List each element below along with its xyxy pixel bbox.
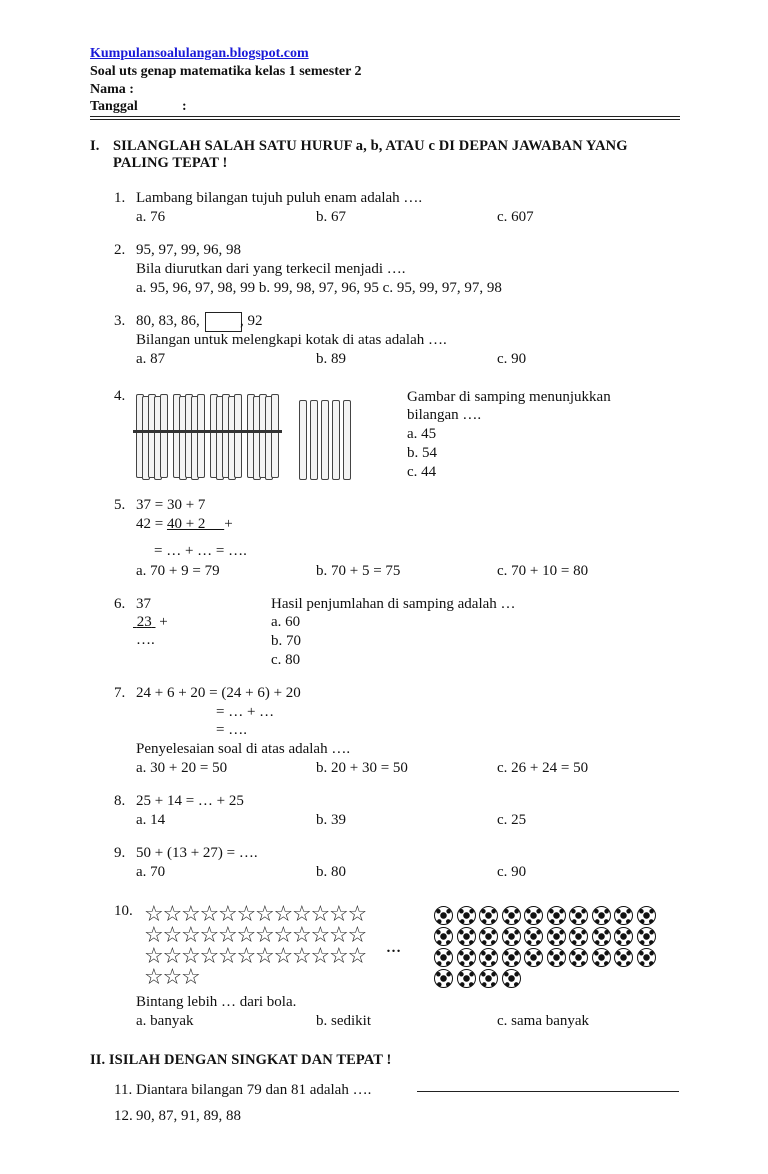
soccer-ball-icon — [502, 948, 521, 967]
q3-option-a[interactable]: a. 87 — [136, 351, 166, 367]
star-icon: ☆ — [199, 902, 220, 927]
q6-bottom-row — [133, 614, 168, 631]
q5-line2 — [136, 516, 233, 533]
q1-text: Lambang bilangan tujuh puluh enam adalah …. — [136, 190, 423, 206]
star-icon: ☆ — [292, 944, 312, 969]
q5-line2-underlined: 40 + 2 — [166, 516, 225, 532]
stick-bundle — [173, 392, 207, 480]
soccer-ball-icon — [637, 906, 656, 925]
q8-number: 8. — [114, 793, 126, 809]
q4-number: 4. — [114, 388, 126, 404]
bundle-stick — [197, 394, 205, 478]
star-icon: ☆ — [162, 923, 183, 948]
section2-title: II. ISILAH DENGAN SINGKAT DAN TEPAT ! — [90, 1052, 392, 1068]
header-rule-bottom — [90, 119, 680, 120]
stick-bundle — [136, 392, 170, 480]
q10-ellipsis: … — [386, 940, 401, 956]
bundle-stick — [234, 394, 242, 478]
soccer-ball-icon — [502, 906, 521, 925]
star-icon: ☆ — [218, 944, 238, 969]
stick-bundle — [210, 392, 244, 480]
q7-number: 7. — [114, 685, 126, 701]
q12-number: 12. — [114, 1108, 133, 1124]
star-icon: ☆ — [310, 944, 331, 969]
star-icon: ☆ — [273, 902, 294, 927]
q10-option-a[interactable]: a. banyak — [136, 1013, 194, 1029]
star-icon: ☆ — [144, 902, 164, 927]
soccer-ball-icon — [524, 948, 543, 967]
star-icon: ☆ — [292, 923, 312, 948]
star-icon: ☆ — [181, 923, 201, 948]
section1-number: I. — [90, 138, 100, 154]
star-icon: ☆ — [181, 902, 201, 927]
soccer-ball-icon — [592, 906, 611, 925]
q5-line3: = … + … = …. — [154, 543, 247, 559]
star-icon: ☆ — [347, 902, 368, 927]
soccer-ball-icon — [479, 906, 498, 925]
q6-option-a[interactable]: a. 60 — [271, 614, 301, 630]
soccer-ball-icon — [457, 969, 476, 988]
soccer-ball-icon — [479, 927, 498, 946]
q1-option-c[interactable]: c. 607 — [497, 209, 534, 225]
loose-stick — [299, 400, 307, 480]
q4-option-a[interactable]: a. 45 — [407, 426, 437, 442]
bundle-tie — [244, 430, 282, 433]
star-icon: ☆ — [162, 902, 183, 927]
star-icon: ☆ — [255, 923, 275, 948]
star-icon: ☆ — [162, 965, 183, 990]
q7-text: Penyelesaian soal di atas adalah …. — [136, 741, 351, 757]
star-icon: ☆ — [273, 923, 294, 948]
q11-answer-line[interactable] — [417, 1091, 679, 1092]
soccer-ball-icon — [524, 927, 543, 946]
q9-option-c[interactable]: c. 90 — [497, 864, 527, 880]
q6-number: 6. — [114, 596, 126, 612]
q9-option-b[interactable]: b. 80 — [316, 864, 346, 880]
star-icon: ☆ — [199, 923, 220, 948]
q8-option-c[interactable]: c. 25 — [497, 812, 527, 828]
q8-text: 25 + 14 = … + 25 — [136, 793, 244, 809]
star-icon: ☆ — [347, 923, 368, 948]
q7-line2: = … + … — [216, 704, 275, 720]
q2-options[interactable]: a. 95, 96, 97, 98, 99 b. 99, 98, 97, 96, 95 c. 95, 99, 97, 97, 98 — [136, 280, 502, 296]
q3-instruction: Bilangan untuk melengkapi kotak di atas adalah …. — [136, 332, 447, 348]
q3-option-c[interactable]: c. 90 — [497, 351, 527, 367]
loose-stick — [310, 400, 318, 480]
soccer-ball-icon — [614, 906, 633, 925]
q6-result: …. — [136, 632, 155, 648]
stick-bundles-illustration — [136, 392, 356, 482]
soccer-ball-icon — [434, 927, 453, 946]
q4-option-c[interactable]: c. 44 — [407, 464, 437, 480]
q3-blank-box — [205, 312, 242, 332]
soccer-ball-icon — [569, 927, 588, 946]
star-icon: ☆ — [347, 944, 368, 969]
star-icon: ☆ — [255, 902, 275, 927]
loose-stick — [321, 400, 329, 480]
soccer-ball-icon — [614, 927, 633, 946]
q3-sequence-end: , 92 — [240, 313, 263, 329]
q10-option-b[interactable]: b. sedikit — [316, 1013, 371, 1029]
soccer-ball-icon — [547, 948, 566, 967]
loose-stick — [343, 400, 351, 480]
star-icon: ☆ — [273, 944, 294, 969]
q1-number: 1. — [114, 190, 126, 206]
q3-number: 3. — [114, 313, 126, 329]
site-link[interactable]: Kumpulansoalulangan.blogspot.com — [90, 46, 309, 61]
soccer-ball-icon — [434, 906, 453, 925]
soccer-ball-icon — [479, 948, 498, 967]
q3-sequence: 80, 83, 86, — [136, 313, 200, 329]
soccer-ball-icon — [524, 906, 543, 925]
soccer-ball-icon — [502, 969, 521, 988]
soccer-ball-icon — [457, 948, 476, 967]
star-icon: ☆ — [255, 944, 275, 969]
star-icon: ☆ — [329, 902, 349, 927]
q10-number: 10. — [114, 903, 133, 919]
q2-instruction: Bila diurutkan dari yang terkecil menjadi …. — [136, 261, 406, 277]
bundle-stick — [160, 394, 168, 478]
header-rule-top — [90, 116, 680, 117]
q9-text: 50 + (13 + 27) = …. — [136, 845, 258, 861]
q7-line3: = …. — [216, 722, 247, 738]
soccer-ball-icon — [457, 927, 476, 946]
star-icon: ☆ — [218, 902, 238, 927]
star-icon: ☆ — [236, 923, 257, 948]
bundle-tie — [207, 430, 245, 433]
star-icon: ☆ — [310, 902, 331, 927]
q4-text-cont: bilangan …. — [407, 407, 482, 423]
soccer-ball-icon — [502, 927, 521, 946]
q6-plus: + — [159, 614, 168, 630]
date-colon: : — [182, 99, 187, 114]
star-icon: ☆ — [292, 902, 312, 927]
soccer-ball-icon — [434, 969, 453, 988]
q4-option-b[interactable]: b. 54 — [407, 445, 437, 461]
q5-option-b[interactable]: b. 70 + 5 = 75 — [316, 563, 401, 579]
q6-text: Hasil penjumlahan di samping adalah … — [271, 596, 516, 612]
q5-option-c[interactable]: c. 70 + 10 = 80 — [497, 563, 589, 579]
star-icon: ☆ — [199, 944, 220, 969]
name-label: Nama : — [90, 82, 134, 97]
q8-option-b[interactable]: b. 39 — [316, 812, 346, 828]
soccer-ball-icon — [637, 927, 656, 946]
q8-option-a[interactable]: a. 14 — [136, 812, 166, 828]
q6-option-c[interactable]: c. 80 — [271, 652, 301, 668]
q5-line1: 37 = 30 + 7 — [136, 497, 206, 513]
q11-number: 11. — [114, 1082, 133, 1098]
q5-option-a[interactable]: a. 70 + 9 = 79 — [136, 563, 220, 579]
star-icon: ☆ — [236, 944, 257, 969]
soccer-ball-icon — [592, 948, 611, 967]
soccer-ball-icon — [457, 906, 476, 925]
soccer-ball-icon — [637, 948, 656, 967]
soccer-ball-icon — [479, 969, 498, 988]
star-icon: ☆ — [181, 944, 201, 969]
star-icon: ☆ — [329, 923, 349, 948]
stick-bundle — [247, 392, 281, 480]
star-icon: ☆ — [144, 923, 164, 948]
q4-text: Gambar di samping menunjukkan — [407, 389, 611, 405]
soccer-ball-icon — [569, 948, 588, 967]
soccer-ball-icon — [547, 927, 566, 946]
q5-line2-prefix: 42 = — [136, 516, 167, 532]
star-icon: ☆ — [144, 944, 164, 969]
q9-option-a[interactable]: a. 70 — [136, 864, 166, 880]
bundle-stick — [271, 394, 279, 478]
q7-option-a[interactable]: a. 30 + 20 = 50 — [136, 760, 228, 776]
star-icon: ☆ — [236, 902, 257, 927]
star-icon: ☆ — [329, 944, 349, 969]
star-icon: ☆ — [310, 923, 331, 948]
section1-title: SILANGLAH SALAH SATU HURUF a, b, ATAU c DI DEPAN JAWABAN YANG — [113, 138, 628, 154]
q6-bottom-number: 23 — [136, 614, 152, 630]
bundle-tie — [170, 430, 208, 433]
q10-text: Bintang lebih … dari bola. — [136, 994, 297, 1010]
soccer-ball-icon — [569, 906, 588, 925]
q7-line1: 24 + 6 + 20 = (24 + 6) + 20 — [136, 685, 301, 701]
balls-illustration — [434, 906, 664, 992]
star-icon: ☆ — [162, 944, 183, 969]
q2-text: 95, 97, 99, 96, 98 — [136, 242, 241, 258]
section1-title-cont: PALING TEPAT ! — [113, 155, 228, 171]
q12-text: 90, 87, 91, 89, 88 — [136, 1108, 241, 1124]
star-icon: ☆ — [181, 965, 201, 990]
soccer-ball-icon — [434, 948, 453, 967]
star-icon: ☆ — [144, 965, 164, 990]
star-icon: ☆ — [218, 923, 238, 948]
q5-plus: + — [224, 516, 233, 532]
q1-option-a[interactable]: a. 76 — [136, 209, 166, 225]
q5-number: 5. — [114, 497, 126, 513]
q1-option-b[interactable]: b. 67 — [316, 209, 346, 225]
soccer-ball-icon — [547, 906, 566, 925]
q9-number: 9. — [114, 845, 126, 861]
q2-number: 2. — [114, 242, 126, 258]
loose-stick — [332, 400, 340, 480]
bundle-tie — [133, 430, 171, 433]
q10-option-c[interactable]: c. sama banyak — [497, 1013, 590, 1029]
q7-option-b[interactable]: b. 20 + 30 = 50 — [316, 760, 408, 776]
q7-option-c[interactable]: c. 26 + 24 = 50 — [497, 760, 589, 776]
document-subtitle: Soal uts genap matematika kelas 1 semester 2 — [90, 64, 362, 79]
q11-text: Diantara bilangan 79 dan 81 adalah …. — [136, 1082, 372, 1098]
q3-option-b[interactable]: b. 89 — [316, 351, 346, 367]
soccer-ball-icon — [592, 927, 611, 946]
date-label: Tanggal — [90, 99, 138, 114]
q6-option-b[interactable]: b. 70 — [271, 633, 301, 649]
stars-illustration — [144, 904, 374, 994]
soccer-ball-icon — [614, 948, 633, 967]
q6-top-number: 37 — [136, 596, 151, 612]
